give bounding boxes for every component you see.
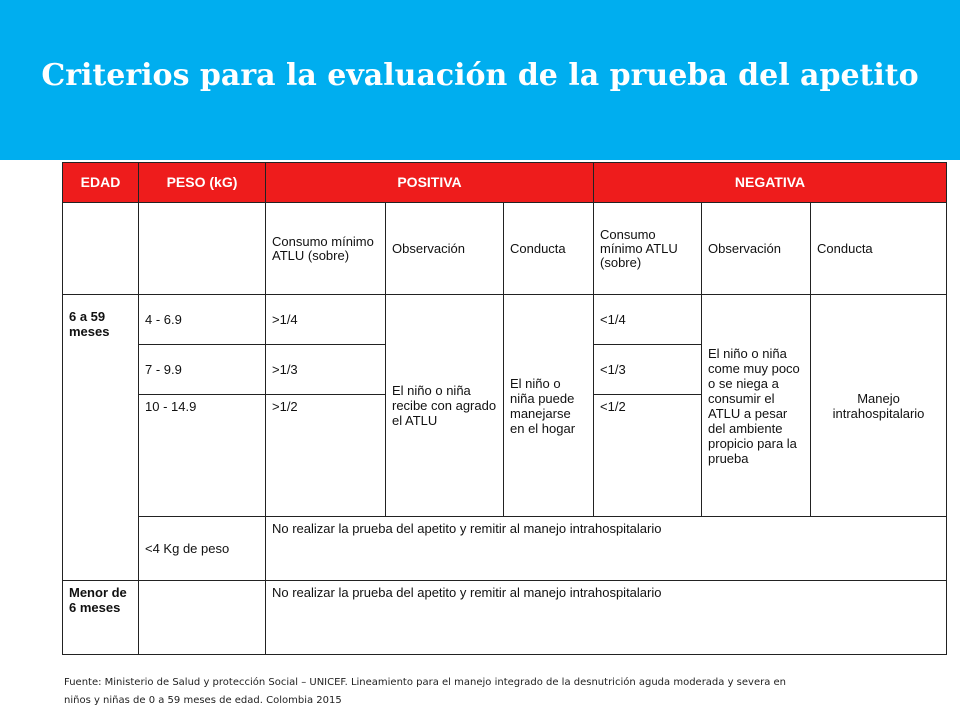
header-edad: EDAD <box>63 163 139 203</box>
table-row <box>63 517 947 581</box>
source-line-2: niños y niñas de 0 a 59 meses de edad. Colombia 2015 <box>64 695 342 706</box>
source-line-1: Fuente: Ministerio de Salud y protección Social – UNICEF. Lineamiento para el manejo integrado de la desnutrición aguda moderada y severa en <box>64 677 787 688</box>
header-negativa: NEGATIVA <box>594 163 947 203</box>
negative-min-intake-cell: <1/4 <box>594 295 702 345</box>
subheader-empty-peso <box>139 203 266 295</box>
negative-observation-cell: El niño o niña come muy poco o se niega a consumir el ATLU a pesar del ambiente propicio para la prueba <box>702 295 811 517</box>
positive-min-intake-cell: >1/2 <box>266 395 386 517</box>
under-6-action: No realizar la prueba del apetito y remitir al manejo intrahospitalario <box>266 581 947 655</box>
low-weight-action: No realizar la prueba del apetito y remitir al manejo intrahospitalario <box>266 517 947 581</box>
appetite-test-criteria-table <box>62 162 947 655</box>
negative-min-intake-cell: <1/2 <box>594 395 702 517</box>
weight-empty-under-6 <box>139 581 266 655</box>
subheader-pos-conducta: Conducta <box>504 203 594 295</box>
negative-min-intake-cell: <1/3 <box>594 345 702 395</box>
subheader-neg-consumo: Consumo mínimo ATLU (sobre) <box>594 203 702 295</box>
subheader-neg-conducta: Conducta <box>811 203 947 295</box>
table-row <box>63 581 947 655</box>
weight-range-cell: 7 - 9.9 <box>139 345 266 395</box>
positive-observation-cell: El niño o niña recibe con agrado el ATLU <box>386 295 504 517</box>
positive-conduct-cell: El niño o niña puede manejarse en el hogar <box>504 295 594 517</box>
subheader-neg-observacion: Observación <box>702 203 811 295</box>
subheader-pos-observacion: Observación <box>386 203 504 295</box>
source-citation <box>64 674 924 710</box>
low-weight-label: <4 Kg de peso <box>139 517 266 581</box>
positive-min-intake-cell: >1/4 <box>266 295 386 345</box>
subheader-pos-consumo: Consumo mínimo ATLU (sobre) <box>266 203 386 295</box>
weight-range-cell: 4 - 6.9 <box>139 295 266 345</box>
table-row <box>63 295 947 345</box>
age-group-under-6: Menor de 6 meses <box>63 581 139 655</box>
header-peso: PESO (kG) <box>139 163 266 203</box>
weight-range-cell: 10 - 14.9 <box>139 395 266 517</box>
age-group-6-59: 6 a 59 meses <box>63 295 139 581</box>
page-title: Criterios para la evaluación de la prueba del apetito <box>41 58 919 93</box>
header-positiva: POSITIVA <box>266 163 594 203</box>
subheader-empty-edad <box>63 203 139 295</box>
negative-conduct-cell: Manejo intrahospitalario <box>811 295 947 517</box>
positive-min-intake-cell: >1/3 <box>266 345 386 395</box>
